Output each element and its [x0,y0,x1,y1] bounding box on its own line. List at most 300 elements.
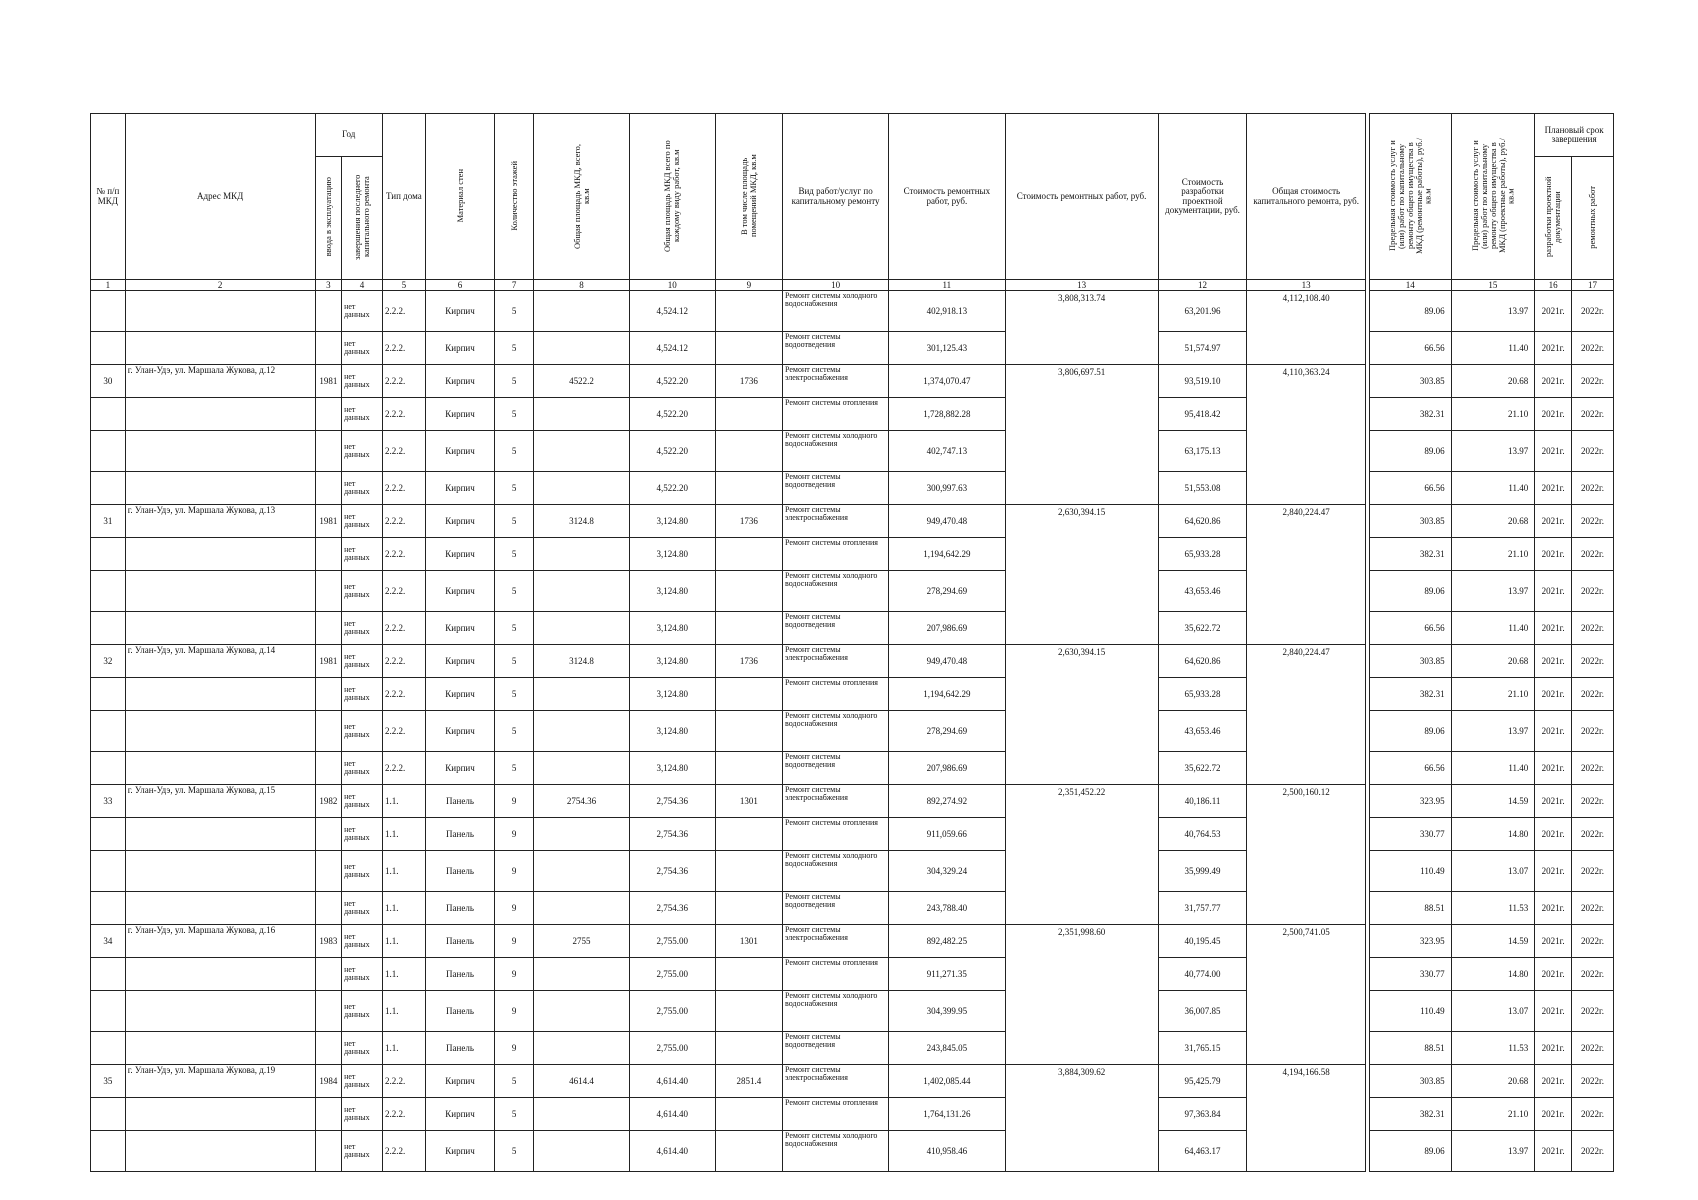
limit-cost-repair-cell: 66.56 [1369,612,1451,645]
design-cost-cell: 93,519.10 [1158,365,1247,398]
total-area-cell [533,431,629,472]
table-row [91,925,1614,958]
year-last-repair-cell: нет данных [342,398,383,431]
row-number [91,1032,126,1065]
header-year-group: Год [315,114,382,157]
limit-cost-repair-cell: 89.06 [1369,431,1451,472]
column-number: 15 [1451,280,1535,291]
house-type-cell: 1.1. [382,892,425,925]
repair-cost-total-cell: 3,884,309.62 [1005,1065,1158,1172]
limit-cost-design-cell: 13.97 [1451,571,1535,612]
design-cost-cell: 64,463.17 [1158,1131,1247,1172]
year-commission-cell [315,958,342,991]
work-type-cell: Ремонт системы водоотведения [783,612,889,645]
row-number [91,678,126,711]
row-number [91,991,126,1032]
year-commission-cell [315,1131,342,1172]
repair-cost-cell: 278,294.69 [889,571,1005,612]
table-row [91,472,1614,505]
limit-cost-design-cell: 20.68 [1451,505,1535,538]
total-area-cell [533,958,629,991]
header-address: Адрес МКД [125,114,315,280]
column-number: 11 [889,280,1005,291]
repair-cost-total-cell: 3,808,313.74 [1005,291,1158,365]
header-living-area: В том числе площадь помещений МКД, кв.м [738,154,758,237]
header-year-commission: ввода в эксплуатацию [322,177,333,257]
row-number [91,818,126,851]
house-type-cell: 1.1. [382,851,425,892]
limit-cost-design-cell: 11.40 [1451,752,1535,785]
repair-table [90,113,1614,1172]
deadline-repair-cell: 2022г. [1572,991,1614,1032]
wall-material-cell: Кирпич [425,752,494,785]
total-area-cell [533,1131,629,1172]
year-last-repair-cell: нет данных [342,678,383,711]
limit-cost-repair-cell: 303.85 [1369,645,1451,678]
table-row [91,1032,1614,1065]
total-area-cell [533,818,629,851]
column-number: 6 [425,280,494,291]
area-by-type-cell: 4,614.40 [629,1098,715,1131]
column-number: 8 [533,280,629,291]
repair-cost-cell: 911,059.66 [889,818,1005,851]
area-by-type-cell: 3,124.80 [629,711,715,752]
address-cell: г. Улан-Удэ, ул. Маршала Жукова, д.12 [125,365,315,398]
repair-cost-total-cell: 2,630,394.15 [1005,645,1158,785]
table-row [91,365,1614,398]
limit-cost-repair-cell: 303.85 [1369,365,1451,398]
column-number: 17 [1572,280,1614,291]
header-deadline-design: разработки проектной документации [1543,176,1563,258]
house-type-cell: 1.1. [382,925,425,958]
year-commission-cell [315,431,342,472]
living-area-cell: 2851.4 [715,1065,782,1098]
table-row [91,711,1614,752]
limit-cost-design-cell: 20.68 [1451,1065,1535,1098]
wall-material-cell: Кирпич [425,431,494,472]
deadline-design-cell: 2021г. [1535,892,1572,925]
limit-cost-repair-cell: 66.56 [1369,332,1451,365]
total-area-cell: 2754.36 [533,785,629,818]
living-area-cell [715,332,782,365]
row-number: 33 [91,785,126,818]
living-area-cell: 1301 [715,925,782,958]
year-commission-cell [315,752,342,785]
living-area-cell [715,752,782,785]
work-type-cell: Ремонт системы отопления [783,958,889,991]
row-number [91,332,126,365]
work-type-cell: Ремонт системы электроснабжения [783,1065,889,1098]
year-last-repair-cell: нет данных [342,752,383,785]
header-deadline-repair: ремонтных работ [1587,185,1598,249]
design-cost-cell: 95,425.79 [1158,1065,1247,1098]
floors-cell: 5 [495,711,534,752]
year-last-repair-cell: нет данных [342,365,383,398]
repair-cost-cell: 243,788.40 [889,892,1005,925]
total-area-cell: 3124.8 [533,645,629,678]
repair-cost-cell: 949,470.48 [889,645,1005,678]
table-row [91,571,1614,612]
year-last-repair-cell: нет данных [342,431,383,472]
year-commission-cell [315,818,342,851]
year-last-repair-cell: нет данных [342,538,383,571]
deadline-design-cell: 2021г. [1535,1065,1572,1098]
living-area-cell: 1736 [715,365,782,398]
living-area-cell [715,958,782,991]
year-last-repair-cell: нет данных [342,1131,383,1172]
repair-cost-cell: 949,470.48 [889,505,1005,538]
floors-cell: 5 [495,612,534,645]
limit-cost-repair-cell: 88.51 [1369,1032,1451,1065]
address-cell [125,1098,315,1131]
column-number: 10 [629,280,715,291]
work-type-cell: Ремонт системы отопления [783,1098,889,1131]
area-by-type-cell: 4,524.12 [629,291,715,332]
limit-cost-design-cell: 14.59 [1451,925,1535,958]
house-type-cell: 1.1. [382,991,425,1032]
column-number: 3 [315,280,342,291]
work-type-cell: Ремонт системы электроснабжения [783,645,889,678]
living-area-cell [715,571,782,612]
limit-cost-design-cell: 11.40 [1451,472,1535,505]
total-cost-cell: 4,112,108.40 [1247,291,1365,365]
year-last-repair-cell: нет данных [342,851,383,892]
total-cost-cell: 2,500,160.12 [1247,785,1365,925]
limit-cost-repair-cell: 382.31 [1369,398,1451,431]
limit-cost-design-cell: 11.53 [1451,1032,1535,1065]
header-num: № п/п МКД [91,114,126,280]
limit-cost-repair-cell: 66.56 [1369,472,1451,505]
table-row [91,538,1614,571]
limit-cost-design-cell: 11.40 [1451,612,1535,645]
header-design-cost: Стоимость разработки проектной документации, руб. [1158,114,1247,280]
repair-cost-cell: 300,997.63 [889,472,1005,505]
design-cost-cell: 36,007.85 [1158,991,1247,1032]
floors-cell: 5 [495,332,534,365]
limit-cost-repair-cell: 330.77 [1369,818,1451,851]
design-cost-cell: 43,653.46 [1158,711,1247,752]
limit-cost-repair-cell: 89.06 [1369,291,1451,332]
limit-cost-repair-cell: 89.06 [1369,711,1451,752]
year-last-repair-cell: нет данных [342,1032,383,1065]
row-number [91,851,126,892]
limit-cost-repair-cell: 89.06 [1369,1131,1451,1172]
year-commission-cell: 1983 [315,925,342,958]
house-type-cell: 2.2.2. [382,1098,425,1131]
deadline-design-cell: 2021г. [1535,711,1572,752]
work-type-cell: Ремонт системы холодного водоснабжения [783,1131,889,1172]
deadline-design-cell: 2021г. [1535,571,1572,612]
wall-material-cell: Кирпич [425,398,494,431]
limit-cost-repair-cell: 66.56 [1369,752,1451,785]
row-number [91,472,126,505]
address-cell: г. Улан-Удэ, ул. Маршала Жукова, д.19 [125,1065,315,1098]
limit-cost-repair-cell: 303.85 [1369,505,1451,538]
deadline-repair-cell: 2022г. [1572,431,1614,472]
deadline-design-cell: 2021г. [1535,291,1572,332]
limit-cost-repair-cell: 110.49 [1369,991,1451,1032]
header-repair-cost-total: Стоимость ремонтных работ, руб. [1005,114,1158,280]
year-last-repair-cell: нет данных [342,332,383,365]
total-area-cell [533,332,629,365]
repair-cost-cell: 207,986.69 [889,612,1005,645]
address-cell: г. Улан-Удэ, ул. Маршала Жукова, д.15 [125,785,315,818]
deadline-repair-cell: 2022г. [1572,958,1614,991]
living-area-cell [715,398,782,431]
limit-cost-repair-cell: 382.31 [1369,678,1451,711]
year-commission-cell [315,678,342,711]
year-commission-cell [315,892,342,925]
column-number: 1 [91,280,126,291]
deadline-repair-cell: 2022г. [1572,1032,1614,1065]
deadline-repair-cell: 2022г. [1572,752,1614,785]
header-area-by-type: Общая площадь МКД всего по каждому виду работ, кв.м [662,139,682,252]
column-number: 7 [495,280,534,291]
address-cell [125,398,315,431]
limit-cost-design-cell: 13.07 [1451,851,1535,892]
wall-material-cell: Панель [425,851,494,892]
work-type-cell: Ремонт системы водоотведения [783,1032,889,1065]
year-last-repair-cell: нет данных [342,892,383,925]
floors-cell: 5 [495,645,534,678]
year-last-repair-cell: нет данных [342,472,383,505]
limit-cost-design-cell: 21.10 [1451,1098,1535,1131]
year-last-repair-cell: нет данных [342,612,383,645]
address-cell [125,431,315,472]
house-type-cell: 2.2.2. [382,752,425,785]
design-cost-cell: 31,765.15 [1158,1032,1247,1065]
deadline-repair-cell: 2022г. [1572,291,1614,332]
house-type-cell: 2.2.2. [382,612,425,645]
limit-cost-design-cell: 13.97 [1451,1131,1535,1172]
limit-cost-design-cell: 14.80 [1451,818,1535,851]
year-commission-cell [315,571,342,612]
house-type-cell: 2.2.2. [382,398,425,431]
floors-cell: 9 [495,925,534,958]
design-cost-cell: 40,186.11 [1158,785,1247,818]
work-type-cell: Ремонт системы электроснабжения [783,785,889,818]
limit-cost-design-cell: 14.80 [1451,958,1535,991]
deadline-repair-cell: 2022г. [1572,612,1614,645]
total-cost-cell: 2,840,224.47 [1247,505,1365,645]
year-commission-cell [315,711,342,752]
work-type-cell: Ремонт системы электроснабжения [783,925,889,958]
house-type-cell: 1.1. [382,958,425,991]
wall-material-cell: Кирпич [425,332,494,365]
address-cell [125,958,315,991]
work-type-cell: Ремонт системы холодного водоснабжения [783,991,889,1032]
house-type-cell: 2.2.2. [382,365,425,398]
header-wall-material: Материал стен [454,168,465,223]
address-cell [125,1131,315,1172]
area-by-type-cell: 3,124.80 [629,505,715,538]
wall-material-cell: Кирпич [425,571,494,612]
house-type-cell: 2.2.2. [382,645,425,678]
floors-cell: 5 [495,1098,534,1131]
living-area-cell [715,472,782,505]
work-type-cell: Ремонт системы водоотведения [783,332,889,365]
year-commission-cell: 1981 [315,645,342,678]
deadline-design-cell: 2021г. [1535,785,1572,818]
house-type-cell: 1.1. [382,785,425,818]
house-type-cell: 2.2.2. [382,678,425,711]
column-number-row [91,280,1614,291]
living-area-cell [715,1131,782,1172]
living-area-cell [715,431,782,472]
repair-cost-cell: 402,747.13 [889,431,1005,472]
year-last-repair-cell: нет данных [342,1065,383,1098]
design-cost-cell: 43,653.46 [1158,571,1247,612]
total-area-cell [533,1098,629,1131]
repair-cost-cell: 1,374,070.47 [889,365,1005,398]
table-row [91,1131,1614,1172]
address-cell: г. Улан-Удэ, ул. Маршала Жукова, д.16 [125,925,315,958]
year-last-repair-cell: нет данных [342,291,383,332]
repair-cost-cell: 278,294.69 [889,711,1005,752]
design-cost-cell: 64,620.86 [1158,505,1247,538]
deadline-design-cell: 2021г. [1535,1131,1572,1172]
area-by-type-cell: 4,614.40 [629,1065,715,1098]
header-floors: Количество этажей [508,160,519,231]
year-commission-cell [315,1032,342,1065]
row-number [91,398,126,431]
wall-material-cell: Панель [425,925,494,958]
header-house-type: Тип дома [382,114,425,280]
area-by-type-cell: 3,124.80 [629,538,715,571]
limit-cost-design-cell: 13.97 [1451,431,1535,472]
column-number: 13 [1005,280,1158,291]
repair-cost-total-cell: 2,351,452.22 [1005,785,1158,925]
design-cost-cell: 63,201.96 [1158,291,1247,332]
total-area-cell [533,892,629,925]
deadline-repair-cell: 2022г. [1572,472,1614,505]
wall-material-cell: Панель [425,991,494,1032]
living-area-cell [715,291,782,332]
year-last-repair-cell: нет данных [342,571,383,612]
deadline-design-cell: 2021г. [1535,332,1572,365]
repair-cost-cell: 301,125.43 [889,332,1005,365]
header-year-last-repair: завершения последнего капитального ремонта [352,174,372,260]
deadline-repair-cell: 2022г. [1572,785,1614,818]
row-number [91,1131,126,1172]
repair-cost-total-cell: 2,351,998.60 [1005,925,1158,1065]
total-area-cell [533,1032,629,1065]
deadline-design-cell: 2021г. [1535,538,1572,571]
work-type-cell: Ремонт системы холодного водоснабжения [783,711,889,752]
limit-cost-repair-cell: 382.31 [1369,1098,1451,1131]
total-cost-cell: 2,840,224.47 [1247,645,1365,785]
row-number: 32 [91,645,126,678]
column-number: 4 [342,280,383,291]
work-type-cell: Ремонт системы водоотведения [783,892,889,925]
living-area-cell: 1301 [715,785,782,818]
area-by-type-cell: 3,124.80 [629,612,715,645]
design-cost-cell: 40,774.00 [1158,958,1247,991]
table-row [91,958,1614,991]
design-cost-cell: 95,418.42 [1158,398,1247,431]
address-cell [125,678,315,711]
wall-material-cell: Кирпич [425,472,494,505]
area-by-type-cell: 4,524.12 [629,332,715,365]
deadline-design-cell: 2021г. [1535,505,1572,538]
total-area-cell [533,752,629,785]
area-by-type-cell: 3,124.80 [629,645,715,678]
year-last-repair-cell: нет данных [342,711,383,752]
area-by-type-cell: 2,755.00 [629,991,715,1032]
limit-cost-design-cell: 13.07 [1451,991,1535,1032]
wall-material-cell: Кирпич [425,538,494,571]
limit-cost-design-cell: 11.53 [1451,892,1535,925]
design-cost-cell: 35,999.49 [1158,851,1247,892]
design-cost-cell: 65,933.28 [1158,538,1247,571]
design-cost-cell: 35,622.72 [1158,752,1247,785]
row-number: 30 [91,365,126,398]
repair-cost-cell: 402,918.13 [889,291,1005,332]
year-last-repair-cell: нет данных [342,958,383,991]
address-cell [125,291,315,332]
wall-material-cell: Кирпич [425,365,494,398]
year-commission-cell [315,291,342,332]
row-number: 31 [91,505,126,538]
limit-cost-repair-cell: 323.95 [1369,785,1451,818]
deadline-repair-cell: 2022г. [1572,1065,1614,1098]
table-row [91,645,1614,678]
total-area-cell [533,612,629,645]
living-area-cell [715,1032,782,1065]
floors-cell: 5 [495,365,534,398]
year-commission-cell: 1981 [315,365,342,398]
area-by-type-cell: 2,754.36 [629,892,715,925]
house-type-cell: 2.2.2. [382,332,425,365]
deadline-repair-cell: 2022г. [1572,925,1614,958]
deadline-design-cell: 2021г. [1535,678,1572,711]
deadline-design-cell: 2021г. [1535,612,1572,645]
deadline-repair-cell: 2022г. [1572,398,1614,431]
area-by-type-cell: 2,755.00 [629,1032,715,1065]
row-number [91,571,126,612]
living-area-cell [715,818,782,851]
house-type-cell: 2.2.2. [382,291,425,332]
row-number: 35 [91,1065,126,1098]
repair-cost-cell: 304,329.24 [889,851,1005,892]
address-cell [125,571,315,612]
design-cost-cell: 31,757.77 [1158,892,1247,925]
address-cell [125,818,315,851]
total-area-cell [533,538,629,571]
total-area-cell [533,571,629,612]
year-commission-cell [315,332,342,365]
design-cost-cell: 40,764.53 [1158,818,1247,851]
header-limit-cost-repair: Предельная стоимость услуг и (или) работ по капитальному ремонту общего имущества в МКД (ремонтные работы), руб./кв.м [1386,137,1433,254]
row-number [91,612,126,645]
total-area-cell: 2755 [533,925,629,958]
area-by-type-cell: 2,754.36 [629,818,715,851]
wall-material-cell: Кирпич [425,711,494,752]
limit-cost-design-cell: 11.40 [1451,332,1535,365]
year-commission-cell [315,851,342,892]
area-by-type-cell: 2,754.36 [629,851,715,892]
living-area-cell: 1736 [715,505,782,538]
deadline-design-cell: 2021г. [1535,472,1572,505]
total-cost-cell: 4,110,363.24 [1247,365,1365,505]
floors-cell: 9 [495,785,534,818]
deadline-design-cell: 2021г. [1535,431,1572,472]
repair-cost-cell: 1,194,642.29 [889,678,1005,711]
total-area-cell [533,291,629,332]
deadline-design-cell: 2021г. [1535,645,1572,678]
area-by-type-cell: 3,124.80 [629,752,715,785]
header-limit-cost-design: Предельная стоимость услуг и (или) работ по капитальному ремонту общего имущества в МКД (проектные работы), руб./кв.м [1469,138,1516,253]
